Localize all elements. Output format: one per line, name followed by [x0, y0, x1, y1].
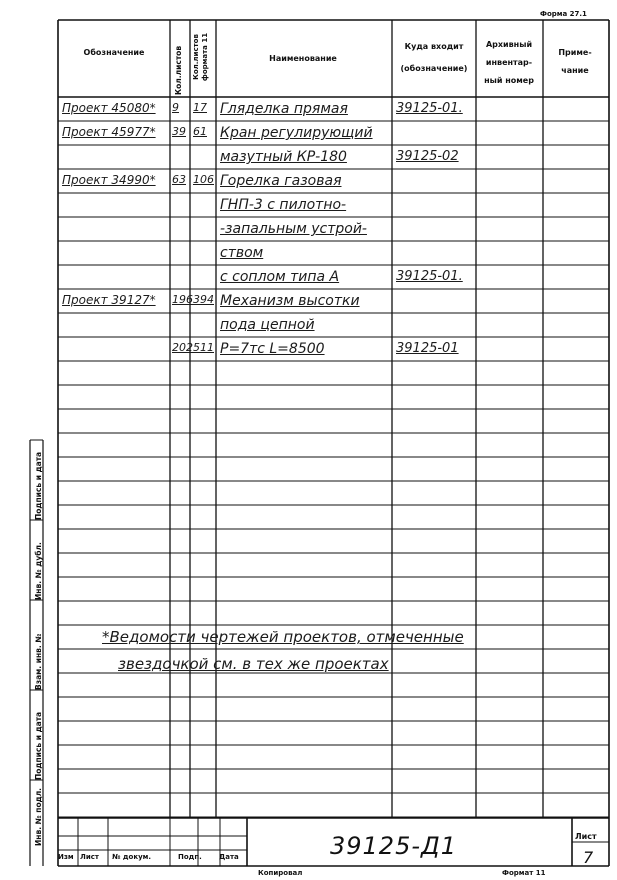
row-where: 39125-01.: [396, 269, 463, 284]
row-designation: Проект 39127*: [62, 293, 156, 307]
side-label-inv-orig-text: Инв. № подл.: [34, 787, 43, 846]
column-header-archive-3: ный номер: [484, 76, 534, 85]
row-where: 39125-01: [396, 341, 459, 356]
row-a11: 106: [193, 173, 214, 186]
row-name: Механизм высотки: [220, 293, 360, 309]
row-where: 39125-02: [396, 149, 459, 164]
row-a11: 394: [193, 293, 214, 306]
row-name: Горелка газовая: [220, 173, 342, 189]
row-name: ГНП-3 с пилотно-: [220, 197, 347, 213]
title-block-izm: Изм: [58, 853, 74, 861]
column-header-name: Наименование: [269, 54, 337, 63]
form-label: Форма 27.1: [540, 10, 587, 18]
row-sheets: 196: [172, 293, 193, 306]
footnote-line-1: *Ведомости чертежей проектов, отмеченные: [102, 628, 464, 646]
row-where: 39125-01.: [396, 101, 463, 116]
side-label-inv-replace: [34, 633, 90, 699]
row-designation: Проект 34990*: [62, 173, 156, 187]
column-header-sheets-text: Кол.листов: [174, 45, 183, 95]
side-label-inv-dup-text: Инв. № дубл.: [34, 542, 43, 600]
side-label-inv-dup: [34, 542, 92, 609]
row-sheets: 202: [172, 341, 193, 354]
side-label-sign-date-1: [34, 451, 102, 529]
row-a11: 61: [193, 125, 207, 138]
row-sheets: 9: [172, 101, 179, 114]
row-name: с соплом типа А: [220, 269, 340, 285]
format-label: Формат 11: [502, 869, 546, 877]
title-block-date: Дата: [219, 853, 239, 861]
side-label-sign-date-2-text: Подпись и дата: [34, 711, 43, 780]
row-name: Р=7тс L=8500: [220, 341, 325, 357]
column-header-archive-2: инвентар-: [485, 58, 533, 67]
row-sheets: 39: [172, 125, 186, 138]
column-header-notes-2: чание: [561, 66, 589, 75]
side-label-sign-date-2: [34, 711, 102, 789]
row-name: -запальным устрой-: [220, 221, 367, 237]
row-a11: 511: [193, 341, 214, 354]
title-block-doc-no: № докум.: [112, 853, 152, 861]
copied-label: Копировал: [258, 869, 303, 877]
column-header-where-2: (обозначение): [400, 64, 468, 73]
column-header-where-1: Куда входит: [404, 42, 464, 51]
row-a11: 17: [193, 101, 207, 114]
row-name: Кран регулирующий: [220, 125, 373, 141]
row-name: мазутный КР-180: [220, 149, 347, 165]
column-header-a11-text: Кол.листов формата 11: [192, 32, 209, 82]
document-code: 39125-Д1: [330, 832, 458, 860]
row-name: пода цепной: [220, 317, 315, 333]
title-block-sign: Подп.: [178, 853, 202, 861]
column-header-designation: Обозначение: [83, 48, 145, 57]
row-name: ством: [220, 245, 264, 261]
row-name: Гляделка прямая: [220, 101, 348, 117]
sheet-number: 7: [583, 848, 594, 867]
sheet-label: Лист: [575, 832, 597, 841]
column-header-notes-1: Приме-: [558, 48, 592, 57]
side-label-sign-date-1-text: Подпись и дата: [34, 451, 43, 520]
footnote-line-2: звездочкой см. в тех же проектах: [118, 655, 389, 673]
column-header-archive-1: Архивный: [485, 40, 533, 49]
title-block-list: Лист: [80, 853, 99, 861]
row-designation: Проект 45977*: [62, 125, 156, 139]
row-sheets: 63: [172, 173, 186, 186]
row-designation: Проект 45080*: [62, 101, 156, 115]
side-label-inv-replace-text: Взам. инв. №: [34, 633, 43, 690]
